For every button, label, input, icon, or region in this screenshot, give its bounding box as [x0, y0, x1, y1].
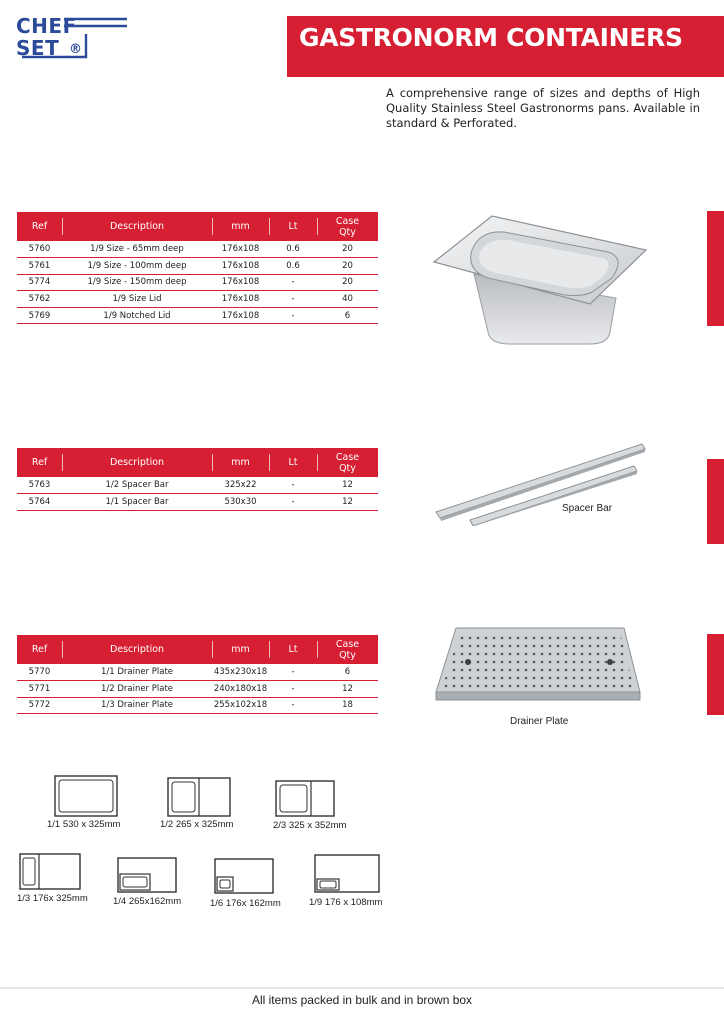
spacer-bar-table — [17, 448, 378, 511]
footer-divider — [0, 987, 724, 989]
cell-qty: 18 — [317, 697, 378, 714]
size-label-2-3: 2/3 325 x 352mm — [273, 820, 347, 831]
cell-description: 1/2 Spacer Bar — [62, 477, 212, 494]
cell-qty: 20 — [317, 258, 378, 275]
col-case-qty: Case Qty — [317, 212, 378, 241]
cell-lt: 0.6 — [269, 258, 317, 275]
table-row — [17, 697, 378, 714]
side-tab-spacer — [707, 459, 724, 544]
spacer-bar-image — [432, 440, 648, 526]
brand-logo — [14, 14, 130, 62]
table-row — [17, 494, 378, 511]
footer-note: All items packed in bulk and in brown box — [251, 993, 473, 1007]
col-case-qty: Case Qty — [317, 448, 378, 477]
cell-ref: 5771 — [17, 681, 62, 698]
page-title: GASTRONORM CONTAINERS — [287, 16, 724, 77]
cell-lt: - — [269, 291, 317, 308]
cell-description: 1/2 Drainer Plate — [62, 681, 212, 698]
drainer-plate-image — [434, 626, 642, 704]
cell-mm: 240x180x18 — [212, 681, 269, 698]
side-tab-pans — [707, 211, 724, 326]
cell-mm: 176x108 — [212, 274, 269, 291]
cell-mm: 325x22 — [212, 477, 269, 494]
col-lt: Lt — [269, 448, 317, 477]
cell-lt: - — [269, 274, 317, 291]
cell-description: 1/9 Size - 100mm deep — [62, 258, 212, 275]
col-description: Description — [62, 448, 212, 477]
size-diagram-1-9 — [314, 854, 380, 893]
pans-table — [17, 212, 378, 324]
table-row — [17, 307, 378, 324]
cell-qty: 20 — [317, 241, 378, 258]
cell-qty: 20 — [317, 274, 378, 291]
cell-lt: - — [269, 494, 317, 511]
cell-qty: 6 — [317, 664, 378, 681]
cell-qty: 12 — [317, 681, 378, 698]
side-tab-drainer — [707, 634, 724, 715]
table-row — [17, 274, 378, 291]
cell-description: 1/9 Size Lid — [62, 291, 212, 308]
size-diagram-1-4 — [117, 857, 177, 893]
cell-description: 1/1 Drainer Plate — [62, 664, 212, 681]
logo-text-set: SET — [16, 36, 60, 60]
cell-ref: 5772 — [17, 697, 62, 714]
table-row — [17, 664, 378, 681]
col-ref: Ref — [17, 448, 62, 477]
registered-mark: ® — [69, 42, 83, 57]
col-case-qty: Case Qty — [317, 635, 378, 664]
logo-text-chef: CHEF — [16, 14, 77, 38]
size-label-1-3: 1/3 176x 325mm — [17, 893, 88, 904]
col-lt: Lt — [269, 212, 317, 241]
col-description: Description — [62, 635, 212, 664]
col-ref: Ref — [17, 212, 62, 241]
cell-mm: 435x230x18 — [212, 664, 269, 681]
size-label-1-1: 1/1 530 x 325mm — [47, 819, 121, 830]
cell-lt: - — [269, 307, 317, 324]
size-label-1-9: 1/9 176 x 108mm — [309, 897, 383, 908]
cell-mm: 530x30 — [212, 494, 269, 511]
cell-qty: 12 — [317, 477, 378, 494]
size-label-1-4: 1/4 265x162mm — [113, 896, 182, 907]
spacer-bar-caption: Spacer Bar — [562, 503, 613, 514]
cell-qty: 6 — [317, 307, 378, 324]
cell-ref: 5774 — [17, 274, 62, 291]
cell-description: 1/3 Drainer Plate — [62, 697, 212, 714]
size-diagram-1-6 — [214, 858, 274, 894]
size-diagram-1-3 — [19, 853, 81, 890]
gastronorm-pan-image — [430, 212, 652, 350]
drainer-plate-caption: Drainer Plate — [510, 716, 569, 727]
size-label-1-6: 1/6 176x 162mm — [210, 898, 281, 909]
table-header-row — [17, 212, 378, 241]
col-mm: mm — [212, 635, 269, 664]
cell-mm: 176x108 — [212, 241, 269, 258]
cell-ref: 5764 — [17, 494, 62, 511]
cell-description: 1/9 Size - 65mm deep — [62, 241, 212, 258]
cell-lt: - — [269, 697, 317, 714]
cell-ref: 5760 — [17, 241, 62, 258]
cell-description: 1/1 Spacer Bar — [62, 494, 212, 511]
cell-ref: 5762 — [17, 291, 62, 308]
table-header-row — [17, 448, 378, 477]
table-row — [17, 241, 378, 258]
col-ref: Ref — [17, 635, 62, 664]
cell-description: 1/9 Size - 150mm deep — [62, 274, 212, 291]
cell-lt: - — [269, 664, 317, 681]
cell-ref: 5769 — [17, 307, 62, 324]
size-diagram-2-3 — [275, 780, 335, 817]
col-lt: Lt — [269, 635, 317, 664]
cell-ref: 5770 — [17, 664, 62, 681]
table-row — [17, 477, 378, 494]
drainer-plate-table — [17, 635, 378, 714]
cell-mm: 176x108 — [212, 307, 269, 324]
col-mm: mm — [212, 448, 269, 477]
col-mm: mm — [212, 212, 269, 241]
table-row — [17, 258, 378, 275]
cell-qty: 12 — [317, 494, 378, 511]
cell-qty: 40 — [317, 291, 378, 308]
size-label-1-2: 1/2 265 x 325mm — [160, 819, 234, 830]
cell-mm: 255x102x18 — [212, 697, 269, 714]
table-row — [17, 291, 378, 308]
intro-text: A comprehensive range of sizes and depths of High Quality Stainless Steel Gastronorms pans. Available in standard & Perforated. — [386, 86, 700, 130]
cell-mm: 176x108 — [212, 258, 269, 275]
cell-ref: 5763 — [17, 477, 62, 494]
cell-lt: - — [269, 681, 317, 698]
cell-ref: 5761 — [17, 258, 62, 275]
table-row — [17, 681, 378, 698]
cell-lt: 0.6 — [269, 241, 317, 258]
size-diagram-1-1 — [54, 775, 118, 817]
cell-mm: 176x108 — [212, 291, 269, 308]
cell-lt: - — [269, 477, 317, 494]
cell-description: 1/9 Notched Lid — [62, 307, 212, 324]
col-description: Description — [62, 212, 212, 241]
table-header-row — [17, 635, 378, 664]
size-diagram-1-2 — [167, 777, 231, 817]
